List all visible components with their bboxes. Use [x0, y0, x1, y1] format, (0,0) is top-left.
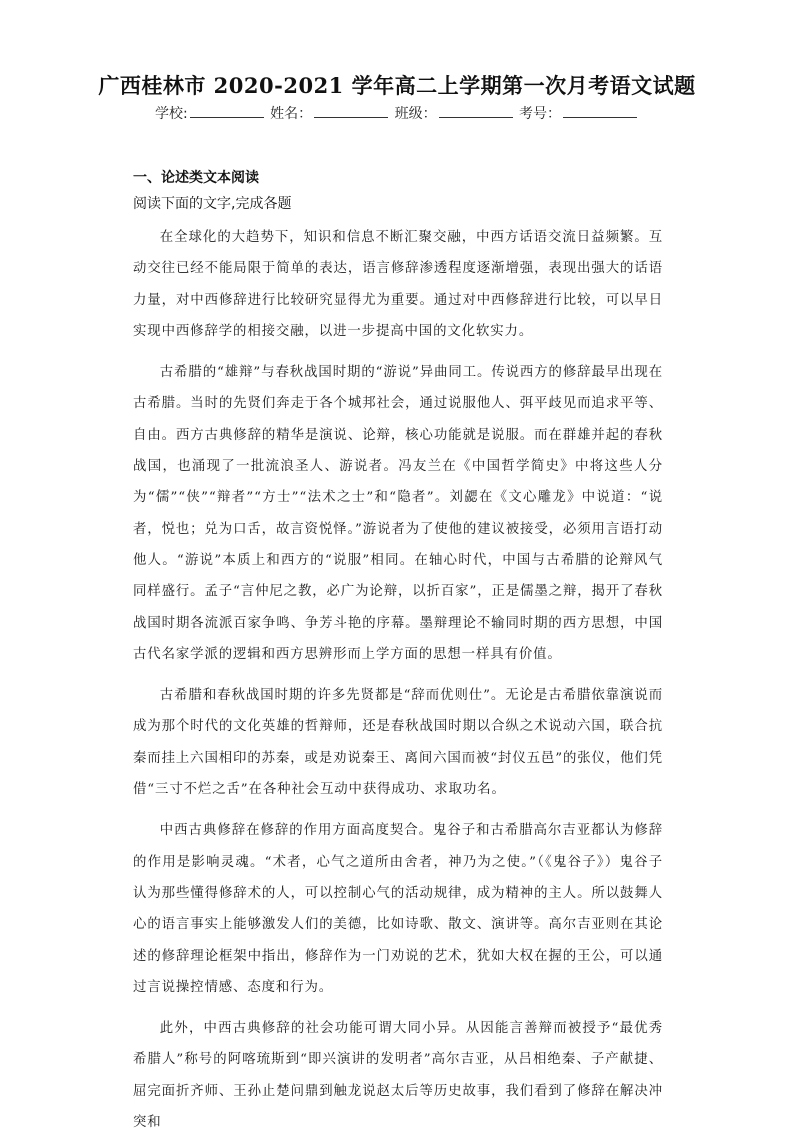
class-label: 班级：	[394, 106, 437, 122]
student-info-line	[0, 103, 794, 123]
name-blank	[314, 105, 388, 118]
class-blank	[439, 105, 513, 118]
exam-number-blank	[563, 105, 637, 118]
exam-number-label: 考号：	[519, 106, 562, 122]
section-heading: 一、论述类文本阅读	[133, 170, 259, 186]
reading-instruction: 阅读下面的文字,完成各题	[133, 196, 292, 212]
school-label: 学校:	[154, 106, 188, 122]
school-blank	[190, 105, 264, 118]
reading-passage	[133, 222, 663, 1148]
paragraph: 此外，中西古典修辞的社会功能可谓大同小异。从因能言善辩而被授予“最优秀希腊人”称号的阿喀琉斯到“即兴演讲的发明者”高尔吉亚，从吕相绝秦、子产献捷、屈完面折齐师、王孙止楚问鼎到触龙说赵太后等历史故事，我们看到了修辞在解决冲突和	[133, 1021, 663, 1131]
exam-title: 广西桂林市 2020-2021 学年高二上学期第一次月考语文试题	[98, 73, 696, 98]
paragraph: 中西古典修辞在修辞的作用方面高度契合。鬼谷子和古希腊高尔吉亚都认为修辞的作用是影响灵魂。“术者，心气之道所由舍者，神乃为之使。”（《鬼谷子》）鬼谷子认为那些懂得修辞术的人，可以控制心气的活动规律，成为精神的主人。所以鼓舞人心的语言事实上能够激发人们的美德，比如诗歌、散文、演讲等。高尔吉亚则在其论述的修辞理论框架中指出，修辞作为一门劝说的艺术，犹如大权在握的王公，可以通过言说操控情感、态度和行为。	[133, 823, 663, 995]
name-label: 姓名：	[270, 106, 313, 122]
paragraph: 古希腊的“雄辩”与春秋战国时期的“游说”异曲同工。传说西方的修辞最早出现在古希腊。当时的先贤们奔走于各个城邦社会，通过说服他人、弭平歧见而追求平等、自由。西方古典修辞的精华是演说、论辩，核心功能就是说服。而在群雄并起的春秋战国，也涌现了一批流浪圣人、游说者。冯友兰在《中国哲学简史》中将这些人分为“儒”“侠”“辩者”“方士”“法术之士”和“隐者”。刘勰在《文心雕龙》中说道：“说者，悦也；兑为口舌，故言资悦怿。”游说者为了使他的建议被接受，必须用言语打动他人。“游说”本质上和西方的“说服”相同。在轴心时代，中国与古希腊的论辩风气同样盛行。孟子“言仲尼之教，必广为论辩，以折百家”，正是儒墨之辩，揭开了春秋战国时期各流派百家争鸣、争芳斗艳的序幕。墨辩理论不输同时期的西方思想，中国古代名家学派的逻辑和西方思辨形而上学方面的思想一样具有价值。	[133, 365, 663, 662]
paragraph: 古希腊和春秋战国时期的许多先贤都是“辞而优则仕”。无论是古希腊依靠演说而成为那个时代的文化英雄的哲辩师，还是春秋战国时期以合纵之术说动六国，联合抗秦而挂上六国相印的苏秦，或是劝说秦王、离间六国而被“封仪五邑”的张仪，他们凭借“三寸不烂之舌”在各种社会互动中获得成功、求取功名。	[133, 688, 663, 798]
paragraph: 在全球化的大趋势下，知识和信息不断汇聚交融，中西方话语交流日益频繁。互动交往已经不能局限于简单的表达，语言修辞渗透程度逐渐增强，表现出强大的话语力量，对中西修辞进行比较研究显得尤为重要。通过对中西修辞进行比较，可以早日实现中西修辞学的相接交融，以进一步提高中国的文化软实力。	[133, 230, 663, 339]
